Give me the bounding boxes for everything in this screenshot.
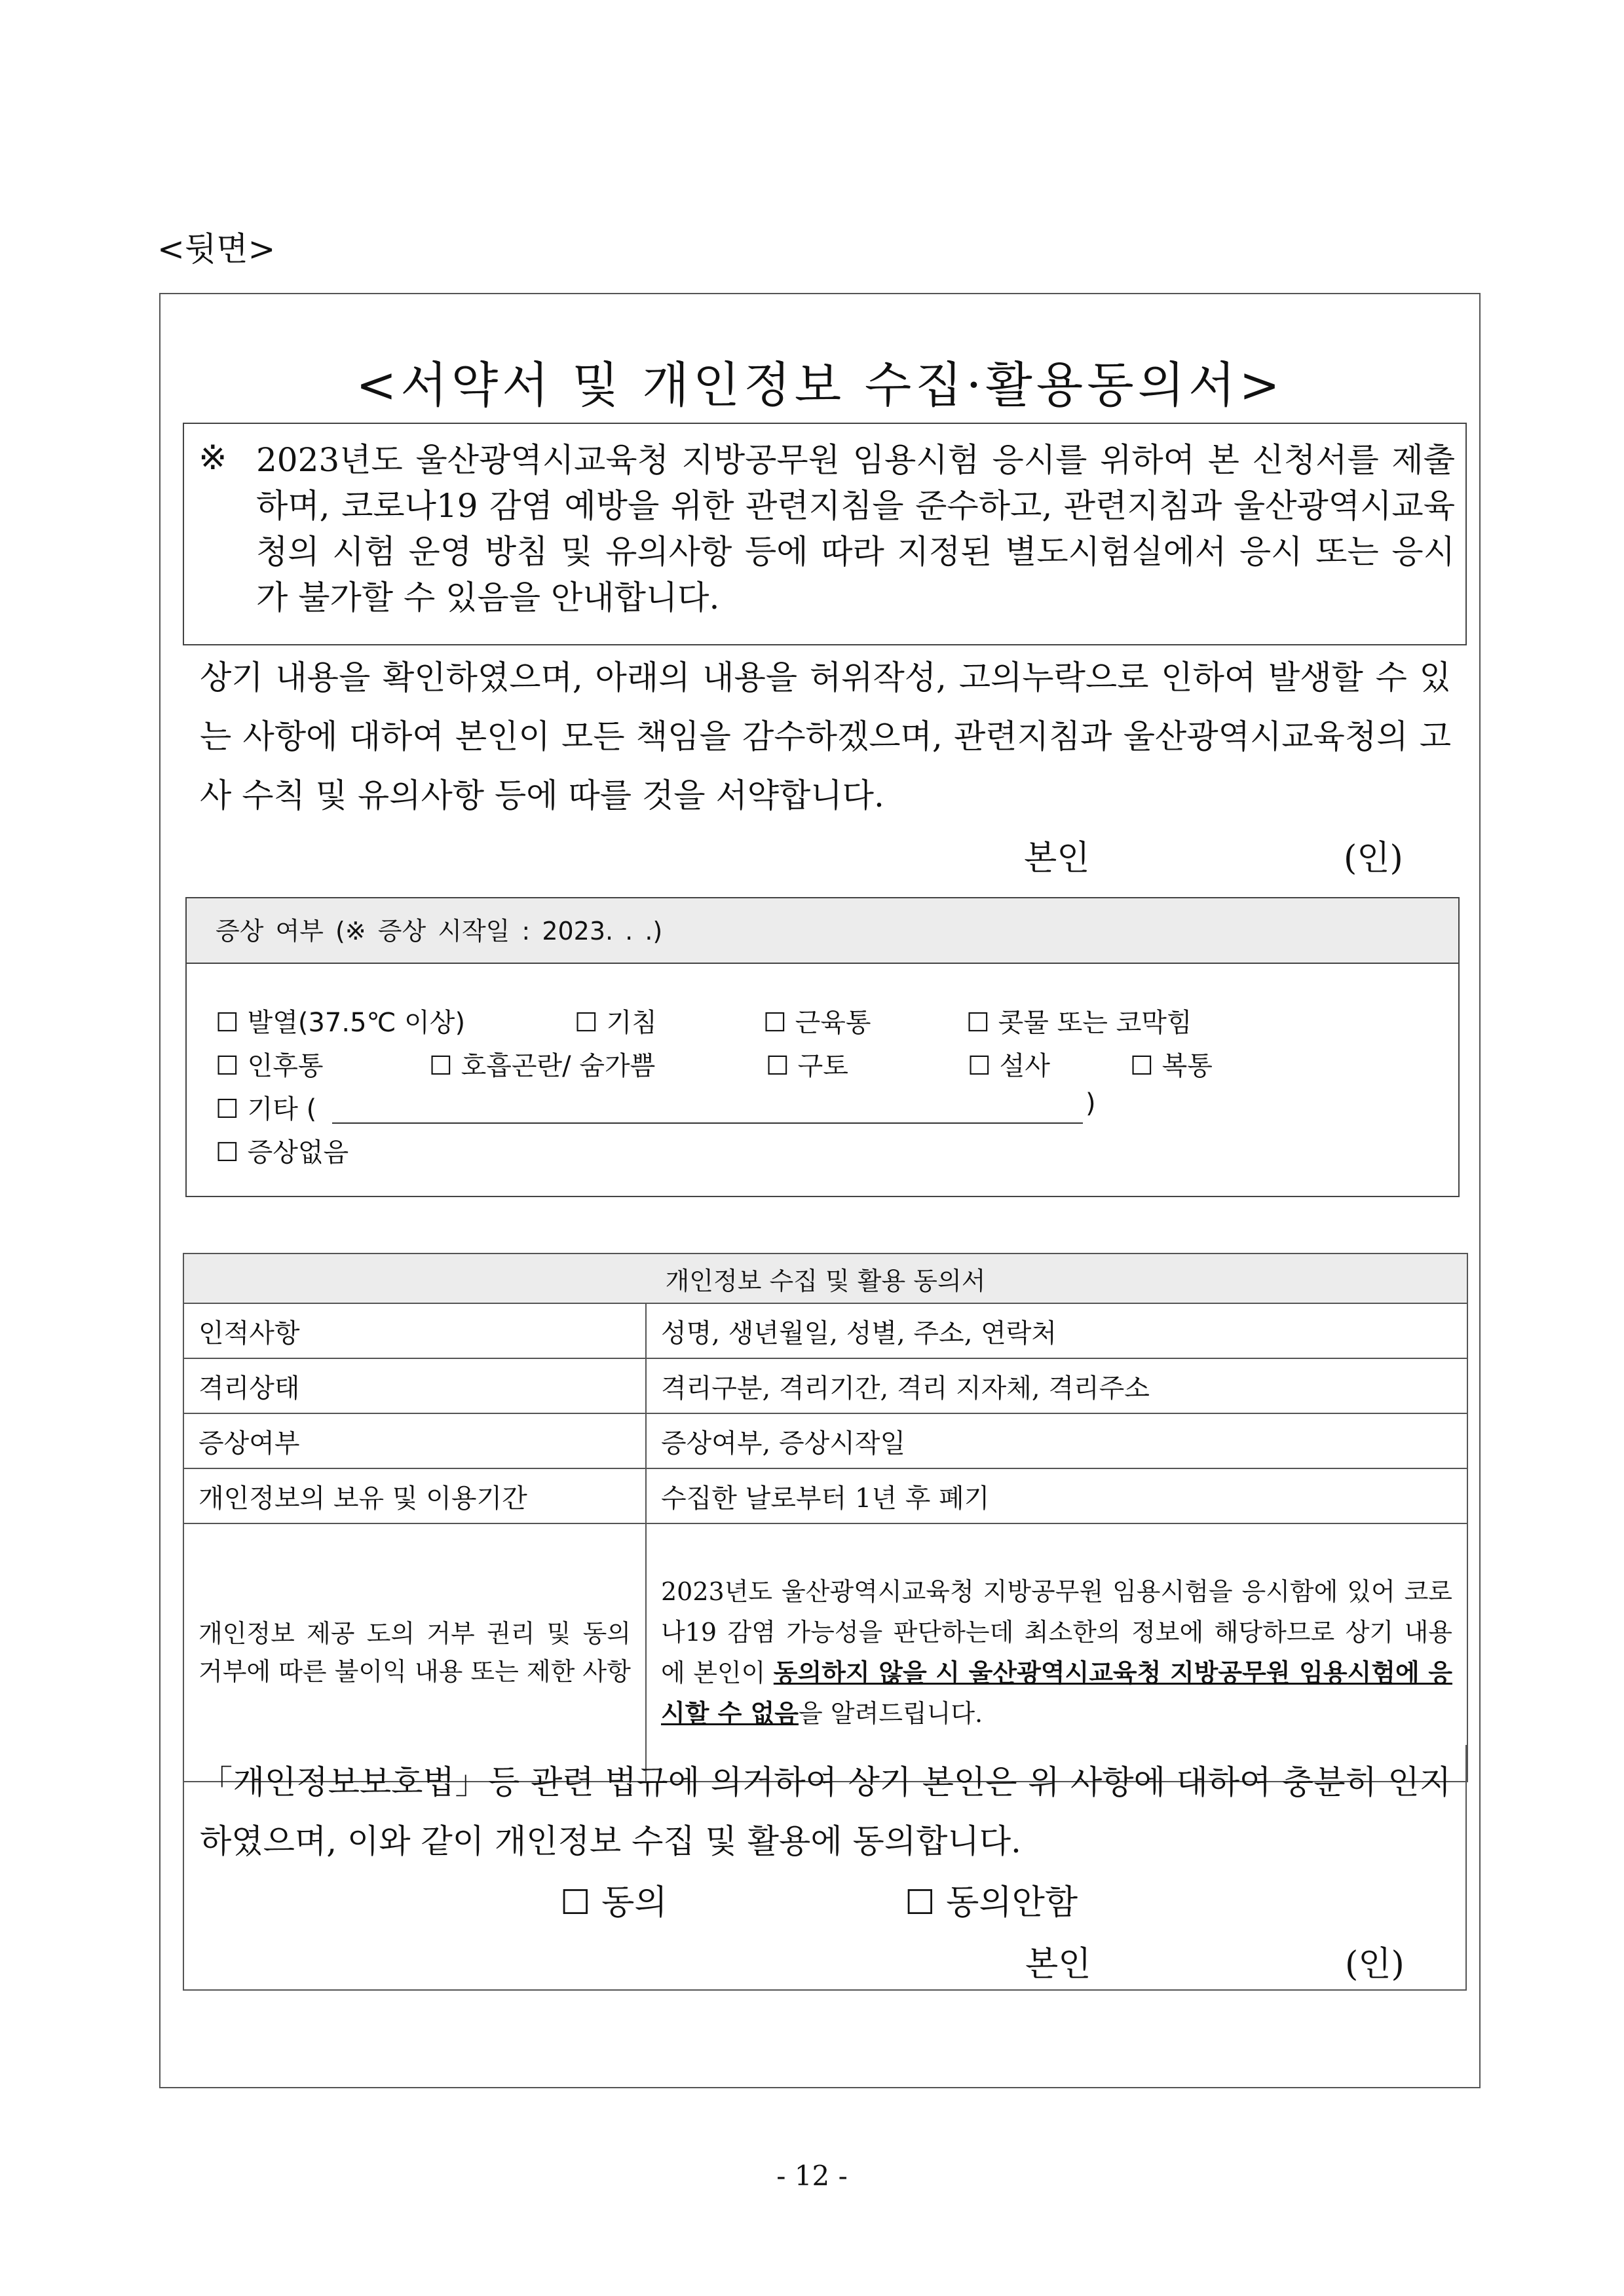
consent-signature-name-label: 본인 [1025, 1945, 1091, 1984]
form-frame [159, 293, 1481, 2088]
pledge-text: 상기 내용을 확인하였으며, 아래의 내용을 허위작성, 고의누락으로 인하여 발생할 수 있는 사항에 대하여 본인이 모든 책임을 감수하겠으며, 관련지침과 울산광역시교육청의 고사 수칙 및 유의사항 등에 따를 것을 서약합니다. [200, 659, 1451, 814]
consent-statement-text: 「개인정보보호법」등 관련 법규에 의거하여 상기 본인은 위 사항에 대하여 충분히 인지하였으며, 이와 같이 개인정보 수집 및 활용에 동의합니다. [200, 1763, 1451, 1860]
row-label: 격리상태 [183, 1358, 646, 1413]
symptom-checkbox-none[interactable]: ☐ 증상없음 [216, 1138, 349, 1168]
symptom-checkbox-fever[interactable]: ☐ 발열(37.5℃ 이상) [216, 1008, 466, 1038]
row-label: 개인정보의 보유 및 이용기간 [183, 1468, 646, 1523]
table-row [183, 1358, 1467, 1413]
row-value: 증상여부, 증상시작일 [646, 1413, 1467, 1468]
refusal-text [646, 1523, 1467, 1782]
refusal-text-after: 을 알려드립니다. [799, 1699, 983, 1728]
symptom-checkbox-diarrhea[interactable]: ☐ 설사 [968, 1051, 1050, 1081]
symptom-checkbox-stomachache[interactable]: ☐ 복통 [1130, 1051, 1213, 1081]
table-row [183, 1413, 1467, 1468]
row-label: 인적사항 [183, 1303, 646, 1358]
refusal-text-before: 2023년도 울산광역시교육청 지방공무원 임용시험을 응시함에 있어 코로나19 감염 가능성을 판단하는데 최소한의 정보에 해당하므로 상기 내용에 본인이 [661, 1577, 1453, 1687]
notice-box [183, 423, 1467, 645]
consent-statement-box [183, 1745, 1467, 1991]
page-number: - 12 - [776, 2160, 848, 2192]
consent-table [183, 1253, 1468, 1782]
pledge-seal-label: (인) [1344, 839, 1403, 878]
row-value: 성명, 생년월일, 성별, 주소, 연락처 [646, 1303, 1467, 1358]
disagree-checkbox[interactable]: ☐ 동의안함 [905, 1883, 1078, 1923]
symptom-checkbox-sore-throat[interactable]: ☐ 인후통 [216, 1051, 324, 1081]
symptom-checkbox-breathing[interactable]: ☐ 호흡곤란/ 숨가쁨 [429, 1051, 656, 1081]
refusal-label: 개인정보 제공 도의 거부 권리 및 동의 거부에 따른 불이익 내용 또는 제한 사항 [183, 1523, 646, 1782]
agree-checkbox[interactable]: ☐ 동의 [560, 1883, 668, 1923]
row-value: 수집한 날로부터 1년 후 폐기 [646, 1468, 1467, 1523]
pledge-signature-name-label: 본인 [1024, 839, 1090, 878]
symptom-checkbox-muscle-pain[interactable]: ☐ 근육통 [763, 1008, 871, 1038]
consent-seal-label: (인) [1345, 1945, 1405, 1984]
table-row-refusal [183, 1523, 1467, 1782]
other-symptom-close-paren: ) [1086, 1088, 1096, 1119]
consent-table-header: 개인정보 수집 및 활용 동의서 [183, 1253, 1467, 1303]
symptom-section [185, 897, 1460, 1197]
row-value: 격리구분, 격리기간, 격리 지자체, 격리주소 [646, 1358, 1467, 1413]
reference-mark-icon: ※ [198, 438, 227, 478]
other-symptom-input-line[interactable] [332, 1122, 1083, 1124]
row-label: 증상여부 [183, 1413, 646, 1468]
symptom-checkbox-cough[interactable]: ☐ 기침 [575, 1008, 657, 1038]
symptom-header: 증상 여부 (※ 증상 시작일 : 2023. . .) [187, 898, 1458, 964]
refusal-text-emphasis: 동의하지 않을 시 울산광역시교육청 지방공무원 임용시험에 응시할 수 없음 [661, 1658, 1452, 1728]
symptom-checkbox-runny-nose[interactable]: ☐ 콧물 또는 코막힘 [966, 1008, 1192, 1038]
page-side-label: <뒷면> [157, 230, 276, 268]
symptom-checkbox-vomiting[interactable]: ☐ 구토 [766, 1051, 848, 1081]
table-row [183, 1303, 1467, 1358]
notice-text: 2023년도 울산광역시교육청 지방공무원 임용시험 응시를 위하여 본 신청서를 제출하며, 코로나19 감염 예방을 위한 관련지침을 준수하고, 관련지침과 울산광역시교육청의 시험 운영 방침 및 유의사항 등에 따라 지정된 별도시험실에서 응시 또는 응시가 불가할 수 있음을 안내합니다. [256, 441, 1455, 617]
symptom-checkbox-other[interactable]: ☐ 기타 ( [216, 1094, 317, 1124]
form-title: <서약서 및 개인정보 수집·활용동의서> [356, 357, 1284, 413]
table-row [183, 1468, 1467, 1523]
